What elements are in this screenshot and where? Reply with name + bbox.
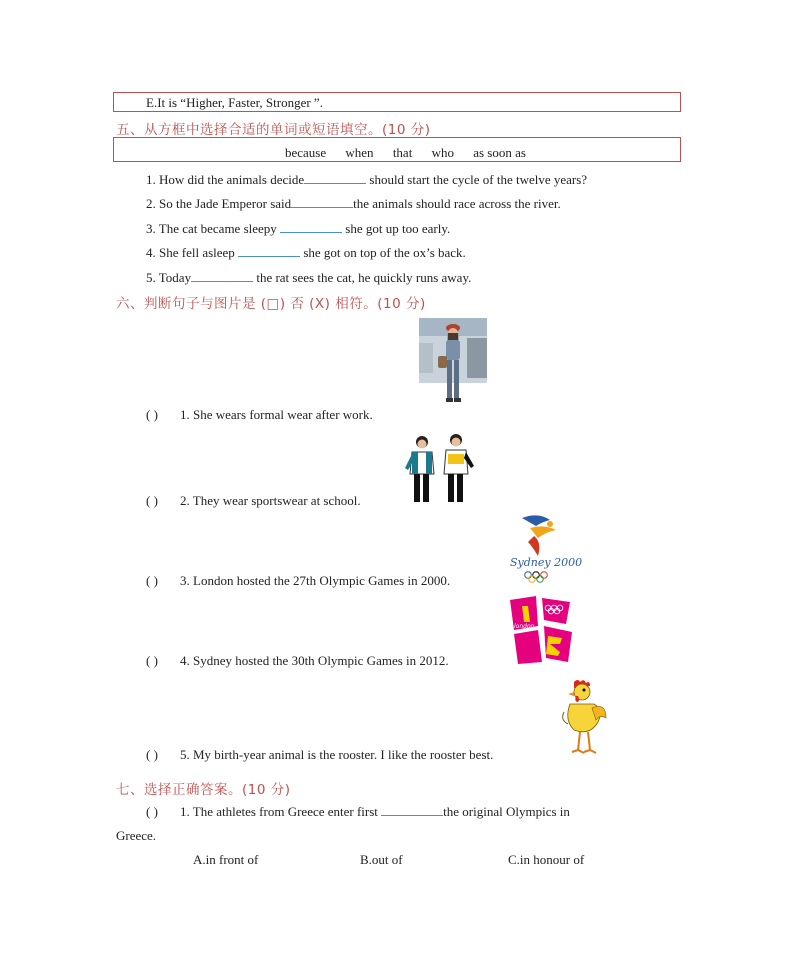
answer-blank[interactable] (280, 220, 342, 233)
judge-item-2: ( ) 2. They wear sportswear at school. (146, 493, 361, 508)
judge-item-4: ( ) 4. Sydney hosted the 30th Olympic Games in 2012. (146, 653, 449, 668)
word-who: who (431, 145, 454, 160)
judge-item-5: ( ) 5. My birth-year animal is the rooster. I like the rooster best. (146, 747, 494, 762)
sydney-2000-logo (508, 512, 583, 586)
sydney-logo-text: Sydney 2000 (510, 556, 583, 569)
answer-blank[interactable] (304, 171, 366, 184)
answer-parenthesis[interactable]: ( ) (146, 653, 158, 668)
option-e-text: E.It is “Higher, Faster, Stronger ”. (146, 95, 323, 110)
option-c[interactable]: C.in honour of (508, 852, 585, 867)
choice-question-1-continuation: Greece. (116, 828, 157, 843)
students-sportswear-photo (404, 432, 476, 506)
choice-question-1: ( ) 1. The athletes from Greece enter first the original Olympics in (146, 804, 570, 819)
fill-item-4: 4. She fell asleep she got on top of the ox’s back. (146, 245, 466, 260)
judge-item-3: ( ) 3. London hosted the 27th Olympic Games in 2000. (146, 573, 451, 588)
fill-item-3: 3. The cat became sleepy she got up too early. (146, 221, 451, 236)
fill-item-5: 5. Today the rat sees the cat, he quickly runs away. (146, 270, 472, 285)
section-7-heading: 七、选择正确答案。(10 分) (116, 782, 291, 798)
answer-parenthesis[interactable]: ( ) (146, 493, 158, 508)
fill-item-2: 2. So the Jade Emperor said the animals should race across the river. (146, 196, 561, 211)
option-b[interactable]: B.out of (360, 852, 403, 867)
fill-item-1: 1. How did the animals decide should start the cycle of the twelve years? (146, 172, 588, 187)
answer-parenthesis[interactable]: ( ) (146, 747, 158, 762)
word-because: because (285, 145, 327, 160)
woman-casual-photo (419, 318, 487, 413)
word-that: that (392, 145, 413, 160)
section-5-heading: 五、从方框中选择合适的单词或短语填空。(10 分) (116, 122, 431, 138)
answer-blank[interactable] (291, 195, 353, 208)
section-6-heading: 六、判断句子与图片是 (□) 否 (X) 相符。(10 分) (116, 296, 426, 312)
word-as-soon-as: as soon as (473, 145, 526, 160)
answer-blank[interactable] (191, 269, 253, 282)
answer-parenthesis[interactable]: ( ) (146, 804, 158, 819)
rooster-cartoon (560, 678, 608, 760)
word-bank (277, 145, 534, 161)
london-logo-text: london (514, 623, 535, 630)
judge-item-1: ( ) 1. She wears formal wear after work. (146, 407, 373, 422)
answer-blank[interactable] (381, 803, 443, 816)
london-2012-logo (508, 596, 574, 666)
answer-parenthesis[interactable]: ( ) (146, 573, 158, 588)
answer-blank[interactable] (238, 244, 300, 257)
answer-parenthesis[interactable]: ( ) (146, 407, 158, 422)
option-a[interactable]: A.in front of (193, 852, 259, 867)
word-when: when (345, 145, 374, 160)
